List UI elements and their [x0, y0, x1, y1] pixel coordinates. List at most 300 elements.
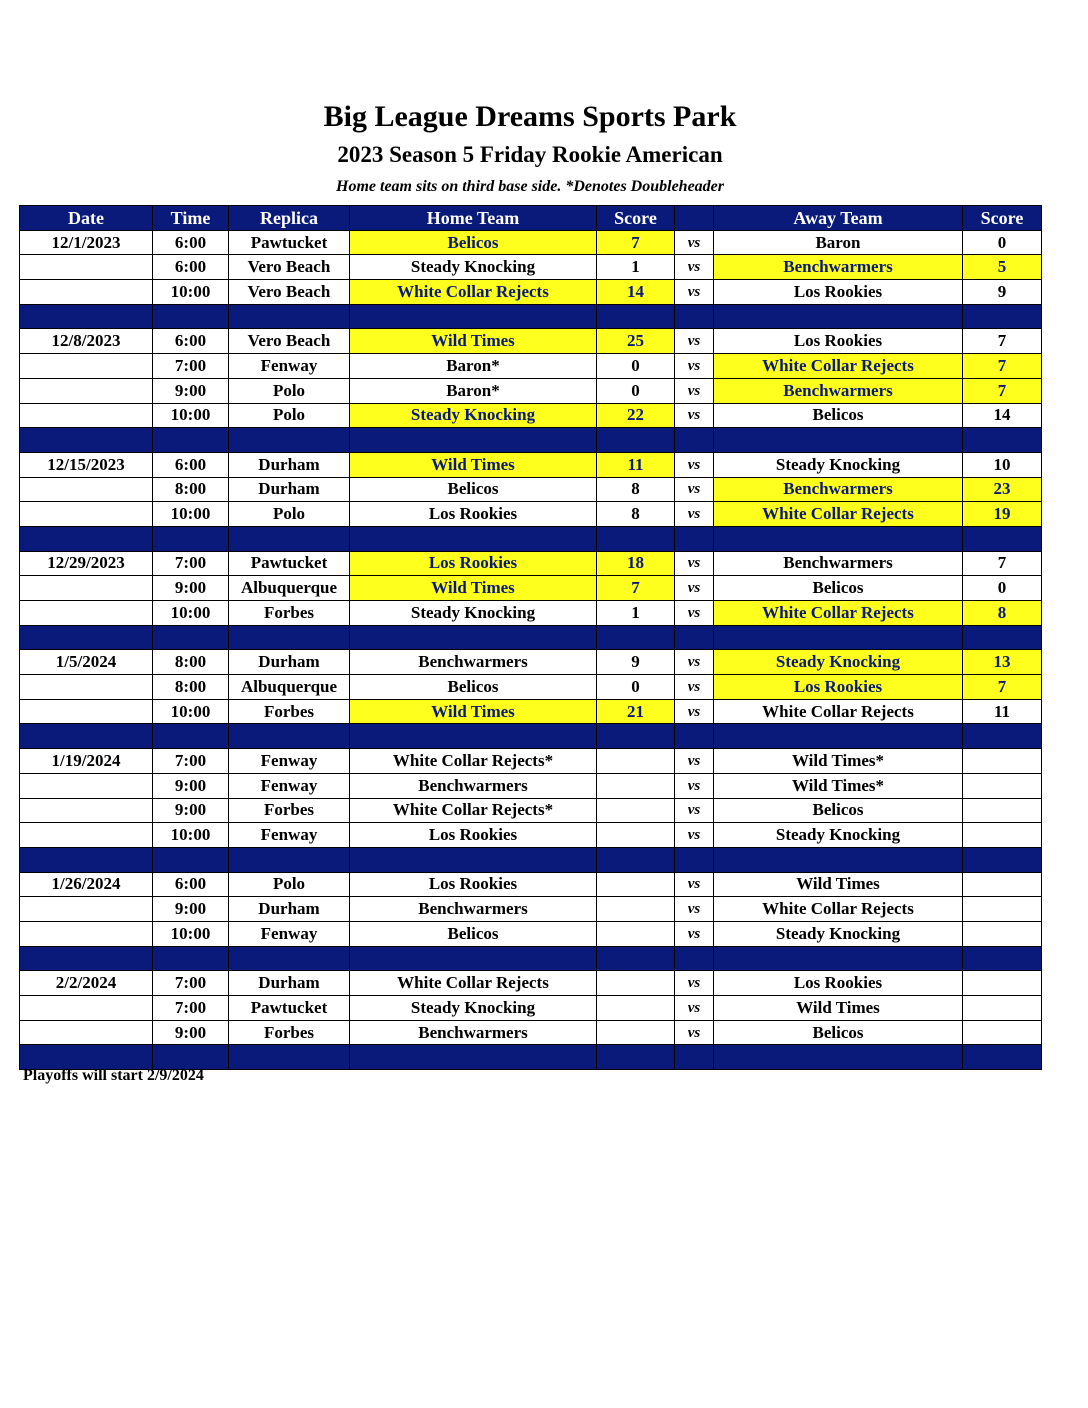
home-team: Belicos — [350, 675, 597, 700]
table-row — [20, 971, 1042, 996]
game-date — [20, 996, 153, 1021]
game-replica: Albuquerque — [229, 576, 350, 601]
header-row — [20, 206, 1042, 231]
game-date: 2/2/2024 — [20, 971, 153, 996]
separator-cell — [675, 526, 714, 551]
home-score: 7 — [597, 230, 675, 255]
game-time: 8:00 — [153, 477, 229, 502]
game-replica: Polo — [229, 502, 350, 527]
separator-cell — [20, 304, 153, 329]
game-replica: Durham — [229, 452, 350, 477]
game-date — [20, 255, 153, 280]
separator-cell — [597, 526, 675, 551]
away-score: 7 — [963, 378, 1042, 403]
separator-cell — [597, 428, 675, 453]
home-team: Benchwarmers — [350, 1020, 597, 1045]
table-row — [20, 329, 1042, 354]
separator-cell — [963, 428, 1042, 453]
away-score: 8 — [963, 601, 1042, 626]
game-replica: Pawtucket — [229, 551, 350, 576]
game-date — [20, 403, 153, 428]
separator-cell — [153, 847, 229, 872]
game-date — [20, 897, 153, 922]
game-date: 1/19/2024 — [20, 749, 153, 774]
home-team: Baron* — [350, 378, 597, 403]
vs-label: vs — [675, 798, 714, 823]
game-time: 10:00 — [153, 699, 229, 724]
game-replica: Fenway — [229, 749, 350, 774]
home-score — [597, 897, 675, 922]
home-team: Wild Times — [350, 452, 597, 477]
home-score: 8 — [597, 502, 675, 527]
away-score: 7 — [963, 675, 1042, 700]
vs-label: vs — [675, 354, 714, 379]
game-time: 7:00 — [153, 354, 229, 379]
schedule-body — [20, 230, 1042, 1069]
home-team: Wild Times — [350, 576, 597, 601]
week-separator — [20, 946, 1042, 971]
separator-cell — [963, 304, 1042, 329]
separator-cell — [714, 946, 963, 971]
table-row — [20, 897, 1042, 922]
vs-label: vs — [675, 823, 714, 848]
game-replica: Forbes — [229, 798, 350, 823]
separator-cell — [153, 625, 229, 650]
away-team: Belicos — [714, 403, 963, 428]
home-score: 11 — [597, 452, 675, 477]
table-row — [20, 749, 1042, 774]
vs-label: vs — [675, 403, 714, 428]
home-team: Benchwarmers — [350, 650, 597, 675]
home-team: Belicos — [350, 230, 597, 255]
table-row — [20, 773, 1042, 798]
game-time: 8:00 — [153, 675, 229, 700]
game-time: 9:00 — [153, 773, 229, 798]
away-score: 7 — [963, 551, 1042, 576]
home-team: Belicos — [350, 477, 597, 502]
separator-cell — [229, 304, 350, 329]
vs-label: vs — [675, 971, 714, 996]
home-team: Wild Times — [350, 329, 597, 354]
separator-cell — [714, 724, 963, 749]
away-score: 7 — [963, 329, 1042, 354]
away-score — [963, 798, 1042, 823]
game-replica: Vero Beach — [229, 280, 350, 305]
vs-label: vs — [675, 749, 714, 774]
away-score — [963, 971, 1042, 996]
vs-label: vs — [675, 897, 714, 922]
game-date — [20, 354, 153, 379]
away-score: 13 — [963, 650, 1042, 675]
game-time: 6:00 — [153, 872, 229, 897]
away-score: 0 — [963, 576, 1042, 601]
table-row — [20, 823, 1042, 848]
table-row — [20, 872, 1042, 897]
separator-cell — [963, 625, 1042, 650]
game-replica: Durham — [229, 971, 350, 996]
header-replica: Replica — [229, 206, 350, 231]
table-row — [20, 378, 1042, 403]
home-team: Baron* — [350, 354, 597, 379]
header-date: Date — [20, 206, 153, 231]
away-team: White Collar Rejects — [714, 897, 963, 922]
game-time: 10:00 — [153, 403, 229, 428]
home-score — [597, 996, 675, 1021]
vs-label: vs — [675, 329, 714, 354]
away-team: Benchwarmers — [714, 551, 963, 576]
home-team: Belicos — [350, 921, 597, 946]
game-replica: Polo — [229, 872, 350, 897]
separator-cell — [153, 304, 229, 329]
game-date — [20, 921, 153, 946]
table-row — [20, 502, 1042, 527]
game-replica: Fenway — [229, 354, 350, 379]
home-score — [597, 773, 675, 798]
away-score: 5 — [963, 255, 1042, 280]
separator-cell — [675, 428, 714, 453]
away-team: White Collar Rejects — [714, 502, 963, 527]
separator-cell — [153, 526, 229, 551]
separator-cell — [20, 526, 153, 551]
table-row — [20, 354, 1042, 379]
table-row — [20, 551, 1042, 576]
home-score: 8 — [597, 477, 675, 502]
away-team: Los Rookies — [714, 675, 963, 700]
game-time: 8:00 — [153, 650, 229, 675]
game-time: 6:00 — [153, 255, 229, 280]
away-score: 19 — [963, 502, 1042, 527]
game-date — [20, 1020, 153, 1045]
away-team: Wild Times — [714, 996, 963, 1021]
separator-cell — [963, 847, 1042, 872]
away-team: Belicos — [714, 576, 963, 601]
away-score — [963, 921, 1042, 946]
home-score: 1 — [597, 601, 675, 626]
separator-cell — [153, 946, 229, 971]
separator-cell — [597, 724, 675, 749]
separator-cell — [350, 847, 597, 872]
table-row — [20, 699, 1042, 724]
separator-cell — [20, 724, 153, 749]
away-team: Wild Times* — [714, 773, 963, 798]
separator-cell — [714, 526, 963, 551]
vs-label: vs — [675, 650, 714, 675]
separator-cell — [229, 625, 350, 650]
separator-cell — [597, 946, 675, 971]
game-date: 12/29/2023 — [20, 551, 153, 576]
game-date: 12/1/2023 — [20, 230, 153, 255]
game-date — [20, 378, 153, 403]
table-row — [20, 601, 1042, 626]
separator-cell — [229, 724, 350, 749]
separator-cell — [153, 724, 229, 749]
separator-cell — [229, 847, 350, 872]
separator-cell — [20, 946, 153, 971]
home-score: 1 — [597, 255, 675, 280]
game-time: 10:00 — [153, 921, 229, 946]
game-time: 6:00 — [153, 230, 229, 255]
game-replica: Fenway — [229, 823, 350, 848]
home-team: Benchwarmers — [350, 773, 597, 798]
away-score: 11 — [963, 699, 1042, 724]
game-date — [20, 823, 153, 848]
away-score: 0 — [963, 230, 1042, 255]
game-replica: Polo — [229, 403, 350, 428]
game-replica: Fenway — [229, 773, 350, 798]
vs-label: vs — [675, 576, 714, 601]
separator-cell — [675, 847, 714, 872]
vs-label: vs — [675, 601, 714, 626]
away-team: White Collar Rejects — [714, 699, 963, 724]
separator-cell — [350, 526, 597, 551]
header-home-team: Home Team — [350, 206, 597, 231]
game-replica: Albuquerque — [229, 675, 350, 700]
game-replica: Forbes — [229, 699, 350, 724]
away-team: White Collar Rejects — [714, 601, 963, 626]
home-score: 9 — [597, 650, 675, 675]
game-date — [20, 601, 153, 626]
separator-cell — [714, 1045, 963, 1070]
separator-cell — [350, 304, 597, 329]
table-row — [20, 452, 1042, 477]
separator-cell — [20, 1045, 153, 1070]
home-score: 21 — [597, 699, 675, 724]
separator-cell — [229, 428, 350, 453]
home-team: White Collar Rejects — [350, 971, 597, 996]
home-team: Wild Times — [350, 699, 597, 724]
week-separator — [20, 304, 1042, 329]
away-team: Steady Knocking — [714, 452, 963, 477]
game-time: 10:00 — [153, 280, 229, 305]
home-team: Los Rookies — [350, 872, 597, 897]
game-time: 6:00 — [153, 329, 229, 354]
schedule-table — [19, 205, 1042, 1070]
vs-label: vs — [675, 921, 714, 946]
table-row — [20, 576, 1042, 601]
away-score — [963, 897, 1042, 922]
home-team: Steady Knocking — [350, 255, 597, 280]
game-time: 9:00 — [153, 1020, 229, 1045]
vs-label: vs — [675, 872, 714, 897]
game-replica: Durham — [229, 650, 350, 675]
home-score — [597, 872, 675, 897]
table-row — [20, 477, 1042, 502]
separator-cell — [350, 724, 597, 749]
table-row — [20, 280, 1042, 305]
season-subtitle: 2023 Season 5 Friday Rookie American — [337, 142, 723, 167]
away-team: Belicos — [714, 798, 963, 823]
game-date — [20, 477, 153, 502]
game-date — [20, 699, 153, 724]
separator-cell — [597, 304, 675, 329]
away-team: Steady Knocking — [714, 650, 963, 675]
game-time: 9:00 — [153, 897, 229, 922]
away-team: Steady Knocking — [714, 921, 963, 946]
separator-cell — [714, 304, 963, 329]
table-row — [20, 650, 1042, 675]
away-team: Baron — [714, 230, 963, 255]
home-team: White Collar Rejects — [350, 280, 597, 305]
game-time: 10:00 — [153, 823, 229, 848]
away-team: Los Rookies — [714, 971, 963, 996]
home-score — [597, 798, 675, 823]
separator-cell — [153, 428, 229, 453]
home-score: 25 — [597, 329, 675, 354]
week-separator — [20, 1045, 1042, 1070]
home-team: White Collar Rejects* — [350, 749, 597, 774]
away-team: Wild Times* — [714, 749, 963, 774]
game-time: 7:00 — [153, 551, 229, 576]
home-score — [597, 749, 675, 774]
home-score: 0 — [597, 354, 675, 379]
separator-cell — [20, 428, 153, 453]
game-date — [20, 502, 153, 527]
away-team: Los Rookies — [714, 280, 963, 305]
table-row — [20, 230, 1042, 255]
page-title: Big League Dreams Sports Park — [323, 100, 737, 133]
home-team: Steady Knocking — [350, 996, 597, 1021]
separator-cell — [20, 847, 153, 872]
header-away-score: Score — [963, 206, 1042, 231]
separator-cell — [963, 946, 1042, 971]
away-score — [963, 996, 1042, 1021]
home-team: Los Rookies — [350, 551, 597, 576]
game-replica: Vero Beach — [229, 255, 350, 280]
away-team: Belicos — [714, 1020, 963, 1045]
game-date — [20, 576, 153, 601]
vs-label: vs — [675, 699, 714, 724]
week-separator — [20, 724, 1042, 749]
game-date — [20, 773, 153, 798]
separator-cell — [714, 428, 963, 453]
game-time: 9:00 — [153, 378, 229, 403]
home-score — [597, 971, 675, 996]
separator-cell — [153, 1045, 229, 1070]
away-team: Benchwarmers — [714, 378, 963, 403]
week-separator — [20, 526, 1042, 551]
vs-label: vs — [675, 477, 714, 502]
vs-label: vs — [675, 502, 714, 527]
away-score: 7 — [963, 354, 1042, 379]
table-row — [20, 921, 1042, 946]
separator-cell — [350, 625, 597, 650]
home-score — [597, 823, 675, 848]
home-team: Steady Knocking — [350, 403, 597, 428]
table-row — [20, 403, 1042, 428]
home-score: 18 — [597, 551, 675, 576]
game-time: 7:00 — [153, 749, 229, 774]
game-replica: Fenway — [229, 921, 350, 946]
table-row — [20, 1020, 1042, 1045]
game-date: 12/8/2023 — [20, 329, 153, 354]
home-team: Steady Knocking — [350, 601, 597, 626]
separator-cell — [229, 1045, 350, 1070]
vs-label: vs — [675, 452, 714, 477]
away-score — [963, 1020, 1042, 1045]
game-date — [20, 675, 153, 700]
table-row — [20, 798, 1042, 823]
header-away-team: Away Team — [714, 206, 963, 231]
game-time: 7:00 — [153, 971, 229, 996]
separator-cell — [229, 946, 350, 971]
vs-label: vs — [675, 378, 714, 403]
separator-cell — [675, 304, 714, 329]
away-team: Benchwarmers — [714, 255, 963, 280]
game-time: 10:00 — [153, 601, 229, 626]
separator-cell — [350, 428, 597, 453]
separator-cell — [675, 1045, 714, 1070]
home-score: 7 — [597, 576, 675, 601]
week-separator — [20, 428, 1042, 453]
header-home-score: Score — [597, 206, 675, 231]
game-replica: Pawtucket — [229, 996, 350, 1021]
vs-label: vs — [675, 255, 714, 280]
vs-label: vs — [675, 551, 714, 576]
away-score: 23 — [963, 477, 1042, 502]
separator-cell — [714, 847, 963, 872]
away-score — [963, 823, 1042, 848]
separator-cell — [963, 724, 1042, 749]
vs-label: vs — [675, 773, 714, 798]
home-team: Los Rookies — [350, 502, 597, 527]
game-time: 7:00 — [153, 996, 229, 1021]
vs-label: vs — [675, 675, 714, 700]
separator-cell — [675, 724, 714, 749]
game-replica: Durham — [229, 477, 350, 502]
home-score: 14 — [597, 280, 675, 305]
separator-cell — [714, 625, 963, 650]
table-row — [20, 255, 1042, 280]
away-score: 14 — [963, 403, 1042, 428]
home-score: 0 — [597, 378, 675, 403]
vs-label: vs — [675, 1020, 714, 1045]
schedule-note: Home team sits on third base side. *Denotes Doubleheader — [336, 178, 724, 195]
away-team: Benchwarmers — [714, 477, 963, 502]
separator-cell — [963, 526, 1042, 551]
separator-cell — [963, 1045, 1042, 1070]
away-score — [963, 872, 1042, 897]
home-score: 0 — [597, 675, 675, 700]
separator-cell — [597, 1045, 675, 1070]
home-score — [597, 921, 675, 946]
game-time: 9:00 — [153, 576, 229, 601]
game-date: 1/5/2024 — [20, 650, 153, 675]
vs-label: vs — [675, 280, 714, 305]
game-replica: Forbes — [229, 601, 350, 626]
game-replica: Durham — [229, 897, 350, 922]
separator-cell — [675, 625, 714, 650]
away-team: Los Rookies — [714, 329, 963, 354]
header-vs — [675, 206, 714, 231]
home-team: Benchwarmers — [350, 897, 597, 922]
separator-cell — [597, 847, 675, 872]
separator-cell — [675, 946, 714, 971]
week-separator — [20, 625, 1042, 650]
away-team: Wild Times — [714, 872, 963, 897]
game-date: 12/15/2023 — [20, 452, 153, 477]
game-replica: Forbes — [229, 1020, 350, 1045]
game-date — [20, 798, 153, 823]
away-team: Steady Knocking — [714, 823, 963, 848]
game-replica: Vero Beach — [229, 329, 350, 354]
home-team: Los Rookies — [350, 823, 597, 848]
home-team: White Collar Rejects* — [350, 798, 597, 823]
game-time: 6:00 — [153, 452, 229, 477]
separator-cell — [597, 625, 675, 650]
away-score — [963, 773, 1042, 798]
vs-label: vs — [675, 230, 714, 255]
header-time: Time — [153, 206, 229, 231]
